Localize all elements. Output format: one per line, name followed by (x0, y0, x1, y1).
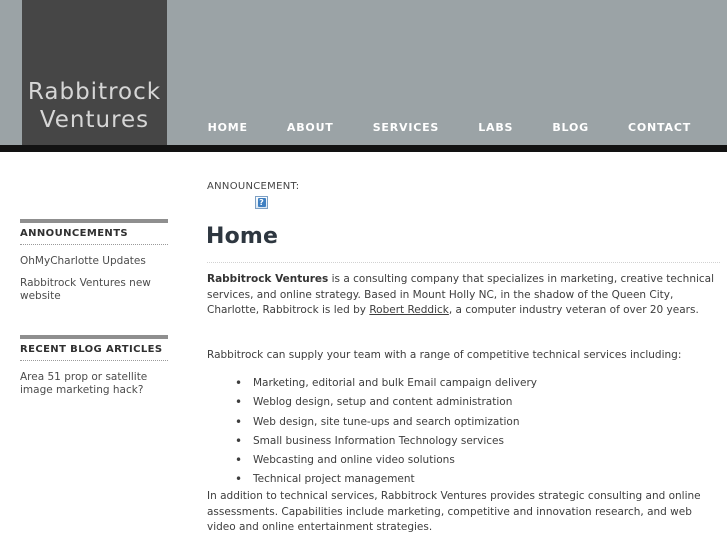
company-name-lead: Rabbitrock Ventures (207, 273, 329, 285)
announcements-links (20, 255, 168, 303)
announcement-label: ANNOUNCEMENT: (207, 181, 300, 192)
section-rule (20, 219, 168, 223)
blog-links (20, 371, 168, 397)
title-divider (207, 262, 720, 263)
intro-paragraph (207, 272, 714, 319)
section-rule (20, 335, 168, 339)
question-mark-icon: ? (259, 198, 264, 207)
service-item-small-business-it: • Small business Information Technology services (207, 432, 714, 451)
service-item-weblog-design: • Weblog design, setup and content administration (207, 393, 714, 412)
page-title: Home (206, 224, 279, 249)
recent-blog-heading: RECENT BLOG ARTICLES (20, 344, 168, 361)
logo-line-1: Rabbitrock (27, 79, 162, 105)
nav-item-labs[interactable]: LABS (478, 121, 514, 134)
sidebar-link-new-website[interactable]: Rabbitrock Ventures new website (20, 277, 151, 302)
nav-item-services[interactable]: SERVICES (372, 121, 440, 134)
services-list (207, 374, 714, 490)
site-header (0, 0, 727, 145)
intro-text-2: , a computer industry veteran of over 20 years. (448, 304, 699, 316)
nav-item-about[interactable]: ABOUT (286, 121, 334, 134)
sidebar-link-ohmycharlotte-updates[interactable]: OhMyCharlotte Updates (20, 255, 146, 267)
announcements-heading: ANNOUNCEMENTS (20, 228, 168, 245)
nav-item-contact[interactable]: CONTACT (628, 121, 691, 134)
service-item-webcasting: • Webcasting and online video solutions (207, 451, 714, 470)
header-divider (0, 145, 727, 152)
broken-image-icon[interactable] (255, 196, 268, 209)
service-item-web-design: • Web design, site tune-ups and search optimization (207, 413, 714, 432)
closing-paragraph: In addition to technical services, Rabbitrock Ventures provides strategic consulting and online assessments. Capabilities include marketing, competitive and innovation research, and web video and online entertainment strategies. (207, 490, 701, 533)
sidebar-announcements-section (20, 219, 168, 312)
service-item-project-mgmt: • Technical project management (207, 470, 714, 489)
nav-item-blog[interactable]: BLOG (552, 121, 589, 134)
intro-text-1: is a consulting company that specializes in marketing, creative technical services, and online strategy. Based in Mount Holly NC, in the shadow of the Queen City, Charlotte, Rabbitrock is led by (207, 273, 715, 316)
robert-reddick-link[interactable]: Robert Reddick (369, 304, 449, 316)
sidebar-link-area51-article[interactable]: Area 51 prop or satellite image marketing hack? (20, 371, 148, 396)
sidebar-blog-section (20, 335, 168, 406)
nav-item-home[interactable]: HOME (207, 121, 248, 134)
site-logo[interactable] (22, 0, 167, 145)
main-nav (174, 116, 691, 135)
service-item-email-campaign: • Marketing, editorial and bulk Email campaign delivery (207, 374, 714, 393)
services-intro-paragraph: Rabbitrock can supply your team with a range of competitive technical services including: (207, 349, 682, 361)
logo-line-2: Ventures (39, 107, 150, 133)
